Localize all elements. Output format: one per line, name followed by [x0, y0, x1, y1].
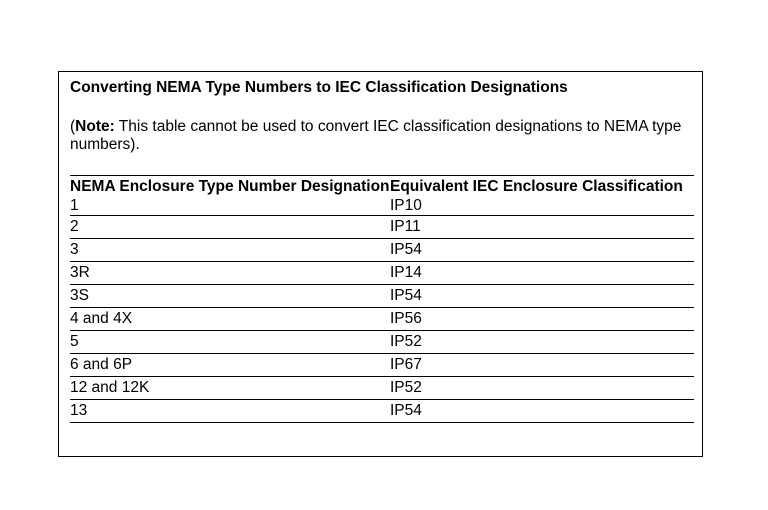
nema-cell: 3S — [70, 285, 390, 308]
header-iec-classification: Equivalent IEC Enclosure Classification — [390, 178, 683, 195]
table-row — [70, 197, 694, 216]
nema-cell: 6 and 6P — [70, 354, 390, 377]
iec-cell: IP54 — [390, 285, 694, 308]
nema-cell: 1 — [70, 197, 390, 216]
iec-cell: IP56 — [390, 308, 694, 331]
nema-cell: 3R — [70, 262, 390, 285]
iec-cell: IP52 — [390, 331, 694, 354]
table-row — [70, 262, 694, 285]
iec-cell: IP54 — [390, 400, 694, 423]
conversion-table-box — [58, 71, 703, 457]
nema-cell: 4 and 4X — [70, 308, 390, 331]
note-open-paren: ( — [70, 118, 76, 135]
table-row — [70, 400, 694, 423]
conversion-table — [70, 175, 694, 423]
iec-cell: IP14 — [390, 262, 694, 285]
table-title: Converting NEMA Type Numbers to IEC Classification Designations — [70, 79, 568, 96]
nema-cell: 12 and 12K — [70, 377, 390, 400]
table-row — [70, 285, 694, 308]
table-row — [70, 216, 694, 239]
iec-cell: IP11 — [390, 216, 694, 239]
nema-cell: 13 — [70, 400, 390, 423]
table-row — [70, 377, 694, 400]
iec-cell: IP67 — [390, 354, 694, 377]
note-paragraph — [70, 118, 695, 154]
note-text: This table cannot be used to convert IEC classification designations to NEMA type numbers). — [70, 118, 682, 153]
nema-cell: 5 — [70, 331, 390, 354]
note-label: Note: — [75, 118, 115, 135]
header-nema-type: NEMA Enclosure Type Number Designation — [70, 178, 390, 195]
table-row — [70, 354, 694, 377]
nema-cell: 2 — [70, 216, 390, 239]
table-row — [70, 331, 694, 354]
iec-cell: IP52 — [390, 377, 694, 400]
nema-cell: 3 — [70, 239, 390, 262]
table-row — [70, 239, 694, 262]
table-header-row — [70, 176, 694, 198]
table-row — [70, 308, 694, 331]
iec-cell: IP10 — [390, 197, 694, 216]
iec-cell: IP54 — [390, 239, 694, 262]
